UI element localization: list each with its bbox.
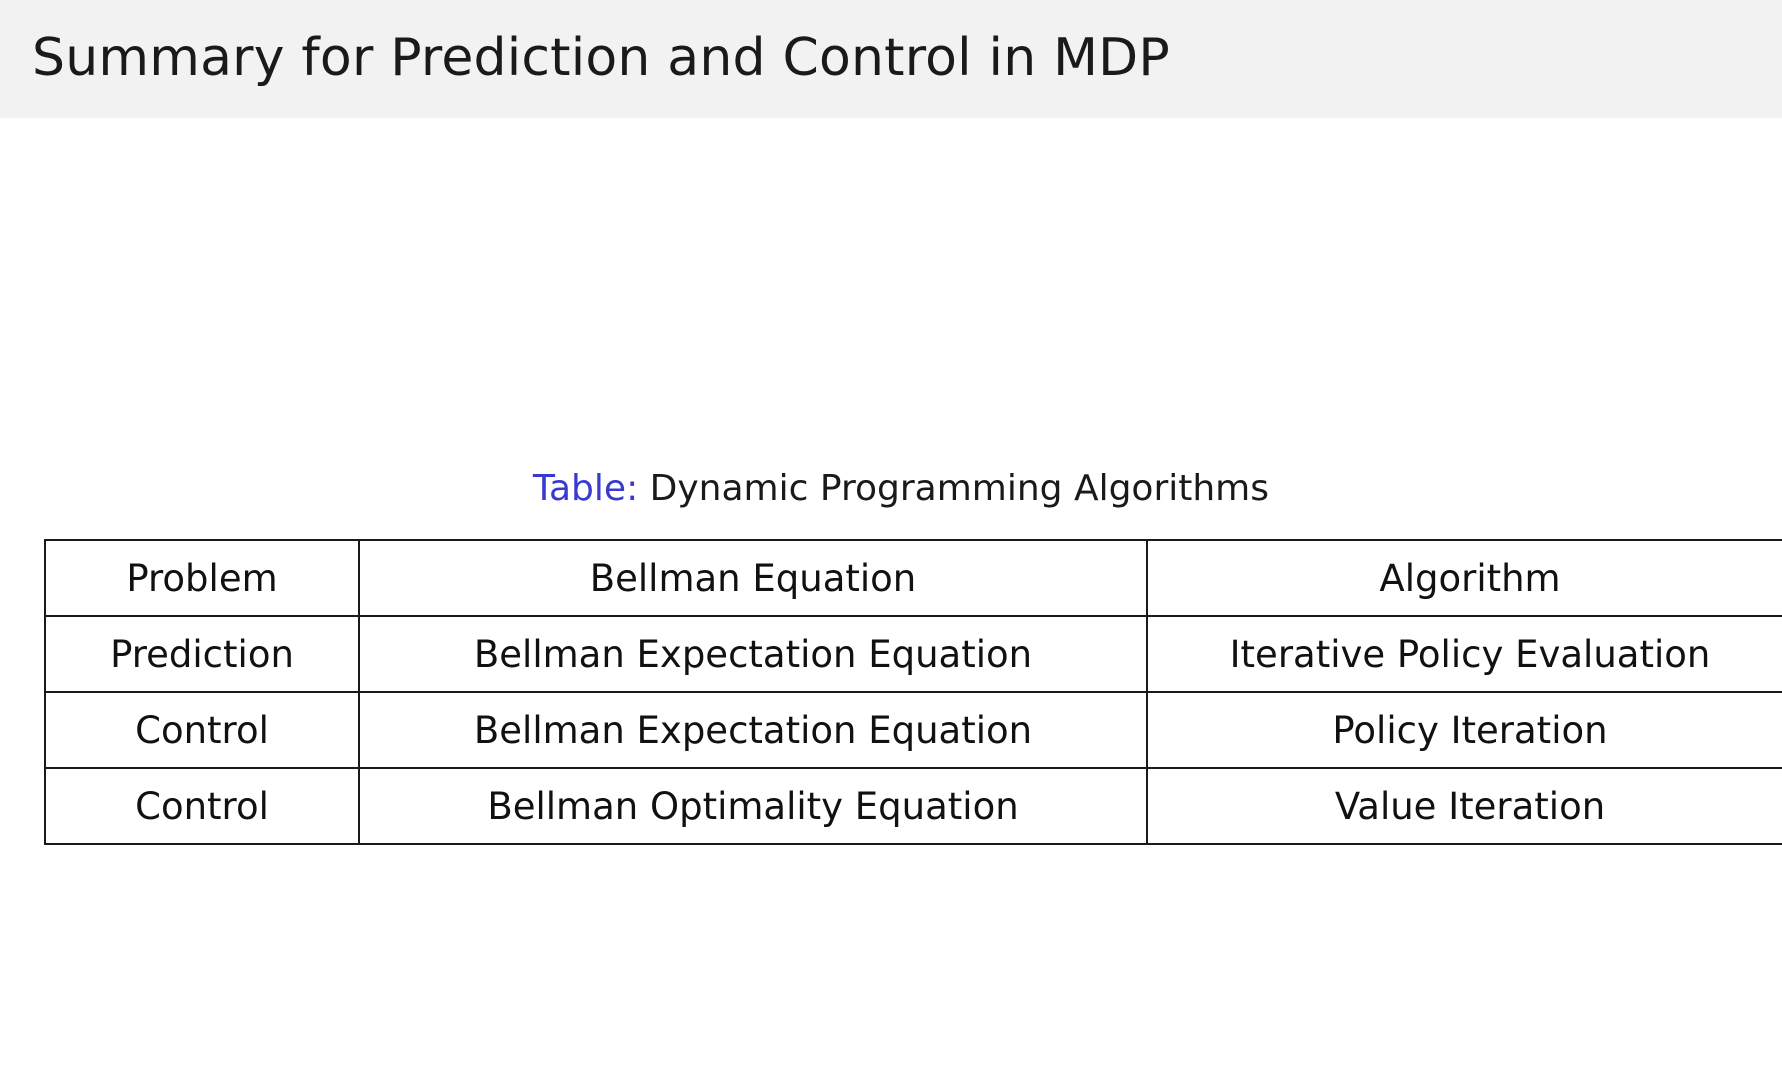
table-header-cell: Algorithm [1147, 540, 1782, 616]
table-cell-algorithm: Value Iteration [1147, 768, 1782, 844]
table-header-cell: Problem [45, 540, 359, 616]
table-cell-algorithm: Policy Iteration [1147, 692, 1782, 768]
table-row [45, 616, 1782, 692]
table-cell-equation: Bellman Optimality Equation [359, 768, 1147, 844]
table-cell-problem: Control [45, 692, 359, 768]
table-caption-text: Dynamic Programming Algorithms [649, 468, 1270, 509]
slide-title-bar [0, 0, 1782, 118]
page-title: Summary for Prediction and Control in MDP [32, 28, 1170, 89]
dynamic-programming-table-block [44, 468, 1738, 845]
table-row [45, 692, 1782, 768]
table-cell-problem: Control [45, 768, 359, 844]
table-caption-label: Table: [532, 468, 639, 509]
table-cell-equation: Bellman Expectation Equation [359, 616, 1147, 692]
table-header-cell: Bellman Equation [359, 540, 1147, 616]
slide-content [0, 118, 1782, 1080]
dynamic-programming-table [44, 539, 1782, 845]
table-cell-equation: Bellman Expectation Equation [359, 692, 1147, 768]
table-row [45, 768, 1782, 844]
table-caption [44, 468, 1738, 509]
table-cell-algorithm: Iterative Policy Evaluation [1147, 616, 1782, 692]
table-header-row [45, 540, 1782, 616]
table-cell-problem: Prediction [45, 616, 359, 692]
